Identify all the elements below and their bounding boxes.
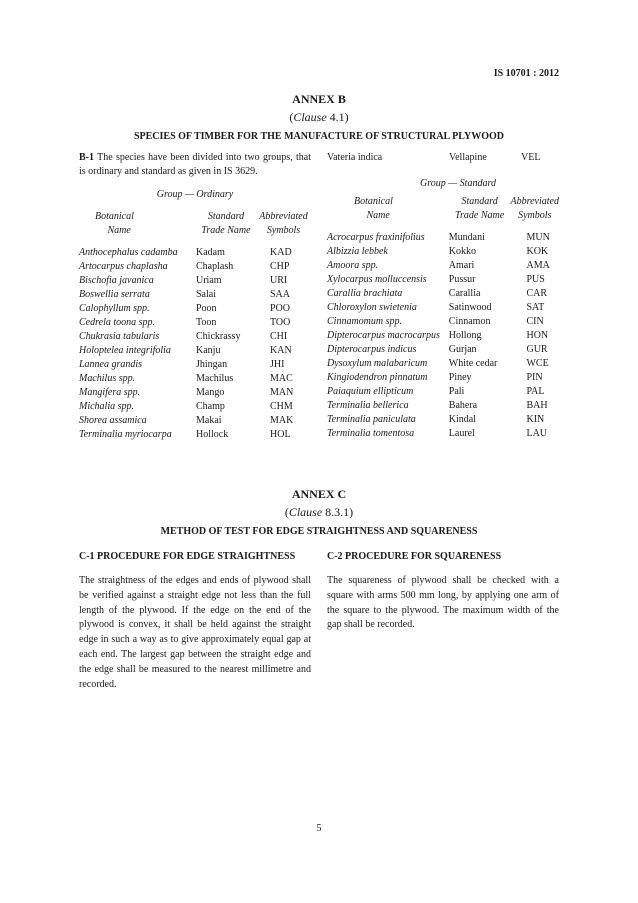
abbreviated-symbol: LAU (526, 428, 548, 439)
table-row (327, 427, 559, 441)
abbreviated-symbol: SAA (270, 289, 291, 300)
trade-name: Hollong (448, 330, 482, 341)
botanical-name: Xylocarpus molluccensis (327, 274, 427, 285)
table-row (327, 301, 559, 315)
trade-name: Amari (448, 260, 475, 271)
abbreviated-symbol: GUR (526, 344, 548, 355)
annex-c-title: ANNEX C (291, 487, 347, 501)
table-header-row (79, 210, 311, 238)
abbreviated-symbol: MAN (270, 387, 294, 398)
abbreviated-symbol: HON (526, 330, 549, 341)
annex-c-subtitle: METHOD OF TEST FOR EDGE STRAIGHTNESS AND SQUARENESS (160, 526, 478, 537)
group-ordinary-title: Group — Ordinary (156, 189, 234, 200)
botanical-name: Anthocephalus cadamba (79, 247, 178, 258)
botanical-name: Dipterocarpus indicus (327, 344, 417, 355)
table-header-row (327, 195, 559, 223)
abbreviated-symbol: HOL (270, 429, 291, 440)
table-row (327, 399, 559, 413)
trade-name: Makai (196, 415, 222, 426)
botanical-name: Terminalia bellerica (327, 400, 409, 411)
header-botanical-name: Botanical Name (354, 196, 393, 221)
trade-name: Pali (448, 386, 465, 397)
botanical-name: Boswellia serrata (79, 289, 150, 300)
trade-name: Piney (448, 372, 472, 383)
trade-name: Toon (196, 317, 217, 328)
trade-name: White cedar (448, 358, 498, 369)
table-row (79, 414, 311, 428)
top-species-row (327, 151, 559, 165)
botanical-name: Vateria indica (327, 152, 383, 163)
abbreviated-symbol: MAK (270, 415, 294, 426)
table-row (79, 260, 311, 274)
abbreviated-symbol: TOO (270, 317, 291, 328)
table-row (327, 371, 559, 385)
annex-c-clause: (Clause 8.3.1) (284, 505, 354, 519)
group-standard-title: Group — Standard (420, 178, 496, 189)
abbreviated-symbol: PUS (526, 274, 545, 285)
trade-name: Gurjan (448, 344, 477, 355)
botanical-name: Albizzia lebbek (327, 246, 388, 257)
table-row (79, 330, 311, 344)
trade-name: Satinwood (448, 302, 492, 313)
table-row (327, 223, 559, 245)
abbreviated-symbol: KAD (270, 247, 292, 258)
botanical-name: Acrocarpus fraxinifolius (327, 232, 425, 243)
botanical-name: Calophyllum spp. (79, 303, 150, 314)
trade-name: Bahera (448, 400, 478, 411)
c1-paragraph: The straightness of the edges and ends of plywood shall be verified against a straight edge not less than the full length of the plywood. If the edge on the end of the plywood is convex, it shall be held against the straight edge in such a way as to give approximately equal gap at each end. The largest gap between the straight edge and the edge shall be measured to the nearest millimetre and recorded. (79, 575, 311, 690)
group-ordinary-table (79, 210, 311, 442)
table-row (327, 273, 559, 287)
abbreviated-symbol: PIN (526, 372, 543, 383)
abbreviated-symbol: JHI (270, 359, 285, 370)
trade-name: Champ (196, 401, 225, 412)
trade-name: Vellapine (449, 152, 487, 163)
botanical-name: Holoptelea integrifolia (79, 345, 171, 356)
botanical-name: Lannea grandis (79, 359, 143, 370)
botanical-name: Machilus spp. (79, 373, 136, 384)
annex-b-heading (0, 92, 638, 142)
table-row (79, 358, 311, 372)
trade-name: Mundani (448, 232, 485, 243)
trade-name: Kindal (448, 414, 476, 425)
b1-paragraph: B-1 The species have been divided into two groups, that is ordinary and standard as given in IS 3629. (79, 152, 311, 177)
abbreviated-symbol: CAR (526, 288, 548, 299)
botanical-name: Chukrasia tabularis (79, 331, 160, 342)
abbreviated-symbol: MUN (526, 232, 550, 243)
trade-name: Hollock (196, 429, 229, 440)
table-row (79, 372, 311, 386)
botanical-name: Kingiodendron pinnatum (327, 372, 428, 383)
trade-name: Kadam (196, 247, 225, 258)
table-row (327, 315, 559, 329)
annex-c-heading (0, 487, 638, 537)
abbreviated-symbol: KOK (526, 246, 549, 257)
trade-name: Jhingan (196, 359, 228, 370)
trade-name: Chickrassy (196, 331, 241, 342)
page-number: 5 (316, 823, 322, 834)
table-row (327, 287, 559, 301)
botanical-name: Cinnamomum spp. (327, 316, 403, 327)
table-row (327, 329, 559, 343)
abbreviated-symbol: CIN (526, 316, 544, 327)
botanical-name: Cedrela toona spp. (79, 317, 156, 328)
botanical-name: Mangifera spp. (79, 387, 141, 398)
abbreviated-symbol: AMA (526, 260, 550, 271)
header-trade-name: Standard Trade Name (455, 196, 505, 221)
header-trade-name: Standard Trade Name (201, 211, 251, 236)
c2-paragraph: The squareness of plywood shall be checked with a square with arms 500 mm long, by applying one arm of the square to the plywood. The maximum width of the gap shall be recorded. (327, 575, 559, 631)
botanical-name: Bischofia javanica (79, 275, 154, 286)
annex-c-right-column (327, 550, 559, 633)
annex-b-left-column (79, 151, 311, 442)
table-row (327, 413, 559, 427)
header-abbreviated-symbols: Abbreviated Symbols (510, 196, 559, 221)
trade-name: Pussur (448, 274, 476, 285)
trade-name: Uriam (196, 275, 222, 286)
trade-name: Kanju (196, 345, 221, 356)
table-row (327, 245, 559, 259)
abbreviated-symbol: KIN (526, 414, 545, 425)
annex-b-subtitle: SPECIES OF TIMBER FOR THE MANUFACTURE OF STRUCTURAL PLYWOOD (133, 131, 505, 142)
abbreviated-symbol: SAT (526, 302, 545, 313)
abbreviated-symbol: POO (270, 303, 291, 314)
standard-number: IS 10701 : 2012 (493, 68, 559, 79)
group-standard-table (327, 195, 559, 441)
botanical-name: Michalia spp. (79, 401, 134, 412)
trade-name: Salai (196, 289, 216, 300)
trade-name: Laurel (448, 428, 475, 439)
trade-name: Chaplash (196, 261, 234, 272)
trade-name: Machilus (196, 373, 234, 384)
abbreviated-symbol: CHI (270, 331, 288, 342)
abbreviated-symbol: PAL (526, 386, 545, 397)
table-row (327, 343, 559, 357)
table-row (327, 385, 559, 399)
abbreviated-symbol: CHM (270, 401, 293, 412)
abbreviated-symbol: WCE (526, 358, 549, 369)
table-row (327, 151, 559, 165)
annex-b-clause: (Clause 4.1) (289, 110, 349, 124)
trade-name: Kokko (448, 246, 477, 257)
annex-c-left-column (79, 550, 311, 692)
botanical-name: Terminalia paniculata (327, 414, 416, 425)
botanical-name: Terminalia tomentosa (327, 428, 415, 439)
botanical-name: Amoora spp. (327, 260, 379, 271)
table-row (79, 386, 311, 400)
botanical-name: Artocarpus chaplasha (79, 261, 168, 272)
header-abbreviated-symbols: Abbreviated Symbols (259, 211, 308, 236)
botanical-name: Terminalia myriocarpa (79, 429, 172, 440)
abbreviated-symbol: URI (270, 275, 288, 286)
table-row (79, 238, 311, 260)
trade-name: Cinnamon (448, 316, 491, 327)
table-row (327, 357, 559, 371)
trade-name: Poon (196, 303, 217, 314)
table-row (79, 428, 311, 442)
abbreviated-symbol: BAH (526, 400, 548, 411)
abbreviated-symbol: CHP (270, 261, 290, 272)
c2-heading: C-2 PROCEDURE FOR SQUARENESS (327, 551, 502, 562)
table-row (79, 274, 311, 288)
table-row (79, 400, 311, 414)
table-row (79, 344, 311, 358)
trade-name: Mango (196, 387, 225, 398)
botanical-name: Paiaquium ellipticum (327, 386, 414, 397)
table-row (79, 288, 311, 302)
table-row (327, 259, 559, 273)
abbreviated-symbol: MAC (270, 373, 293, 384)
abbreviated-symbol: KAN (270, 345, 292, 356)
botanical-name: Dysoxylum malabaricum (327, 358, 428, 369)
c1-heading: C-1 PROCEDURE FOR EDGE STRAIGHTNESS (79, 551, 296, 562)
abbreviated-symbol: VEL (521, 152, 541, 163)
botanical-name: Shorea assamica (79, 415, 147, 426)
annex-b-title: ANNEX B (292, 92, 346, 106)
table-row (79, 302, 311, 316)
botanical-name: Chloroxylon swietenia (327, 302, 417, 313)
botanical-name: Dipterocarpus macrocarpus (327, 330, 440, 341)
annex-b-right-column (327, 151, 559, 441)
table-row (79, 316, 311, 330)
botanical-name: Carallia brachiata (327, 288, 403, 299)
trade-name: Carallia (448, 288, 481, 299)
header-botanical-name: Botanical Name (95, 211, 134, 236)
